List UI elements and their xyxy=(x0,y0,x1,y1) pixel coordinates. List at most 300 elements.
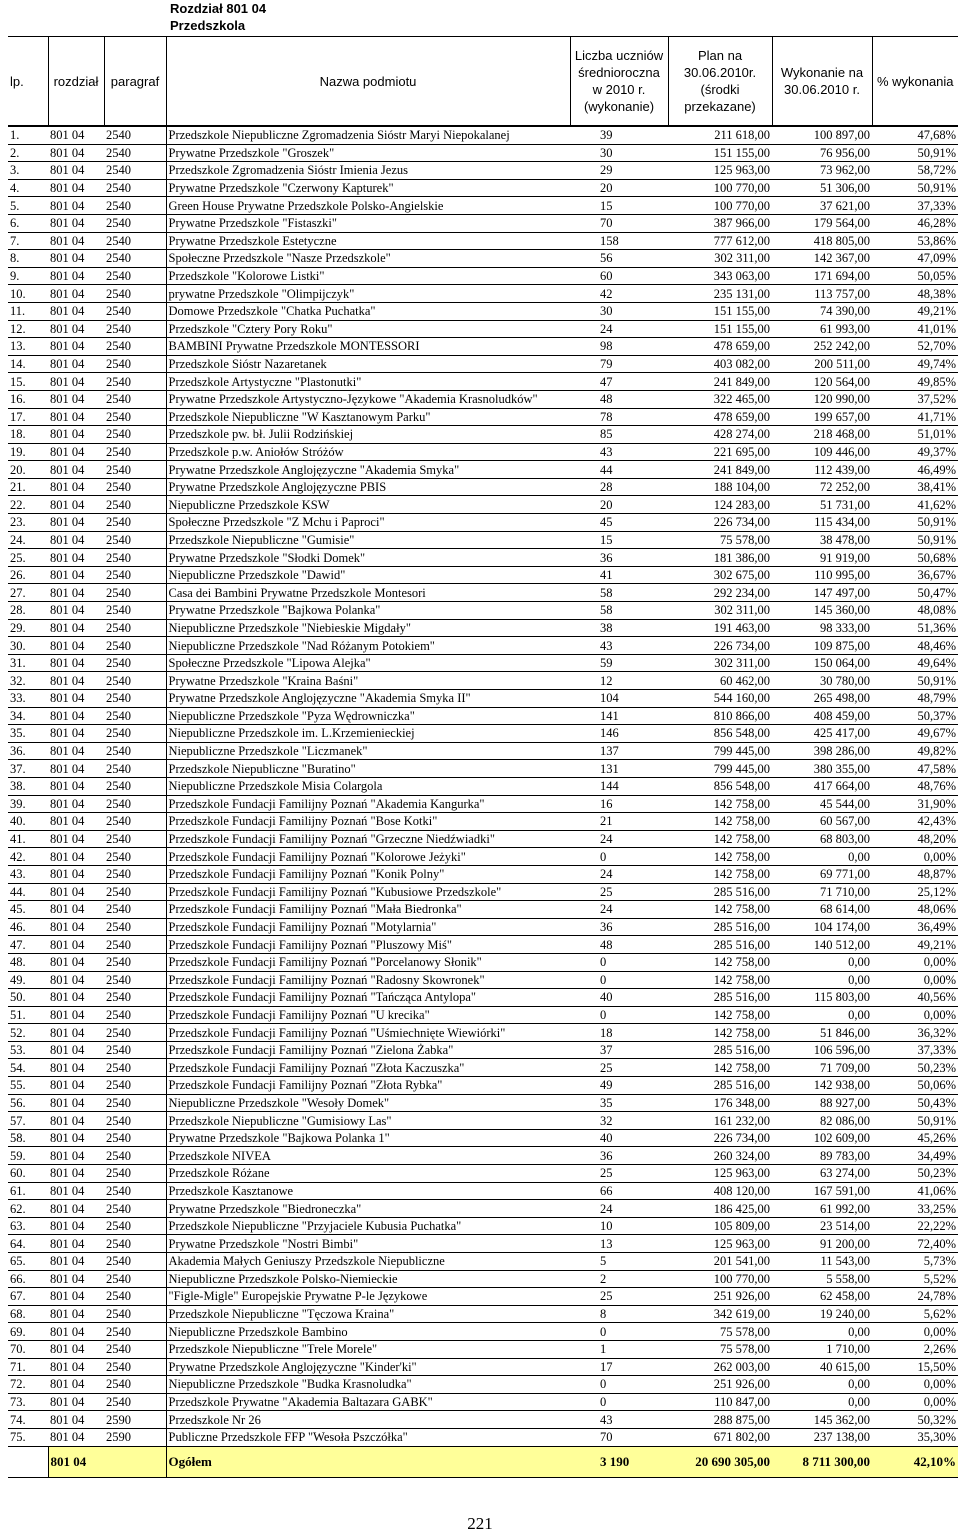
cell-procent: 50,68% xyxy=(872,549,958,567)
cell-nazwa: Przedszkole NIVEA xyxy=(166,1147,570,1165)
cell-procent: 41,06% xyxy=(872,1182,958,1200)
cell-paragraf: 2540 xyxy=(104,566,166,584)
cell-nazwa: Przedszkole Fundacji Familijny Poznań "U krecika" xyxy=(166,1006,570,1024)
cell-procent: 36,49% xyxy=(872,918,958,936)
cell-lp: 73. xyxy=(8,1393,48,1411)
cell-rozdzial: 801 04 xyxy=(48,1270,104,1288)
section-heading-title: Przedszkola xyxy=(170,18,246,33)
table-row xyxy=(8,1376,958,1394)
cell-liczba: 39 xyxy=(570,126,668,144)
table-row xyxy=(8,162,958,180)
cell-paragraf: 2540 xyxy=(104,1006,166,1024)
cell-rozdzial: 801 04 xyxy=(48,1253,104,1271)
cell-liczba: 47 xyxy=(570,373,668,391)
cell-liczba: 32 xyxy=(570,1112,668,1130)
cell-paragraf: 2540 xyxy=(104,302,166,320)
cell-liczba: 0 xyxy=(570,1393,668,1411)
table-row xyxy=(8,496,958,514)
cell-nazwa: Przedszkole Fundacji Familijny Poznań "Uśmiechnięte Wiewiórki" xyxy=(166,1024,570,1042)
cell-rozdzial: 801 04 xyxy=(48,1217,104,1235)
cell-plan: 241 849,00 xyxy=(668,461,772,479)
cell-wykonanie: 115 434,00 xyxy=(772,514,872,532)
cell-lp: 48. xyxy=(8,953,48,971)
cell-liczba: 25 xyxy=(570,1288,668,1306)
cell-procent: 50,91% xyxy=(872,144,958,162)
cell-plan: 105 809,00 xyxy=(668,1217,772,1235)
cell-lp: 3. xyxy=(8,162,48,180)
cell-wykonanie: 106 596,00 xyxy=(772,1041,872,1059)
cell-procent: 48,08% xyxy=(872,602,958,620)
cell-procent: 41,01% xyxy=(872,320,958,338)
cell-procent: 48,79% xyxy=(872,690,958,708)
cell-procent: 50,47% xyxy=(872,584,958,602)
table-row xyxy=(8,602,958,620)
cell-plan: 288 875,00 xyxy=(668,1411,772,1429)
cell-liczba: 24 xyxy=(570,320,668,338)
cell-lp: 54. xyxy=(8,1059,48,1077)
cell-rozdzial: 801 04 xyxy=(48,1094,104,1112)
cell-plan: 100 770,00 xyxy=(668,179,772,197)
cell-lp: 49. xyxy=(8,971,48,989)
cell-nazwa: Przedszkole Sióstr Nazaretanek xyxy=(166,355,570,373)
cell-nazwa: Przedszkole Niepubliczne "Buratino" xyxy=(166,760,570,778)
cell-liczba: 24 xyxy=(570,830,668,848)
cell-plan: 100 770,00 xyxy=(668,1270,772,1288)
cell-liczba: 44 xyxy=(570,461,668,479)
cell-liczba: 66 xyxy=(570,1182,668,1200)
table-row xyxy=(8,777,958,795)
cell-wykonanie: 252 242,00 xyxy=(772,338,872,356)
cell-nazwa: Niepubliczne Przedszkole "Nad Różanym Potokiem" xyxy=(166,637,570,655)
cell-rozdzial: 801 04 xyxy=(48,373,104,391)
cell-wykonanie: 140 512,00 xyxy=(772,936,872,954)
cell-rozdzial: 801 04 xyxy=(48,1147,104,1165)
cell-wykonanie: 51 731,00 xyxy=(772,496,872,514)
cell-lp: 47. xyxy=(8,936,48,954)
cell-rozdzial: 801 04 xyxy=(48,1024,104,1042)
cell-paragraf: 2540 xyxy=(104,1217,166,1235)
cell-nazwa: "Figle-Migle" Europejskie Prywatne P-le Językowe xyxy=(166,1288,570,1306)
cell-paragraf: 2540 xyxy=(104,690,166,708)
cell-plan: 110 847,00 xyxy=(668,1393,772,1411)
cell-lp: 60. xyxy=(8,1165,48,1183)
cell-wykonanie: 88 927,00 xyxy=(772,1094,872,1112)
cell-rozdzial: 801 04 xyxy=(48,461,104,479)
cell-nazwa: Niepubliczne Przedszkole im. L.Krzemienieckiej xyxy=(166,725,570,743)
cell-procent: 50,37% xyxy=(872,707,958,725)
cell-paragraf: 2540 xyxy=(104,654,166,672)
cell-lp: 2. xyxy=(8,144,48,162)
cell-paragraf: 2540 xyxy=(104,1376,166,1394)
table-row xyxy=(8,865,958,883)
cell-lp: 43. xyxy=(8,865,48,883)
table-row xyxy=(8,514,958,532)
cell-procent: 50,06% xyxy=(872,1077,958,1095)
page-number: 221 xyxy=(467,1514,493,1533)
cell-lp: 37. xyxy=(8,760,48,778)
col-header-paragraf: paragraf xyxy=(104,37,166,127)
cell-paragraf: 2540 xyxy=(104,1358,166,1376)
cell-wykonanie: 38 478,00 xyxy=(772,531,872,549)
cell-rozdzial: 801 04 xyxy=(48,197,104,215)
cell-paragraf: 2540 xyxy=(104,602,166,620)
table-row xyxy=(8,1077,958,1095)
cell-plan: 260 324,00 xyxy=(668,1147,772,1165)
cell-rozdzial: 801 04 xyxy=(48,531,104,549)
cell-plan: 251 926,00 xyxy=(668,1376,772,1394)
cell-lp: 46. xyxy=(8,918,48,936)
cell-liczba: 144 xyxy=(570,777,668,795)
cell-lp: 50. xyxy=(8,989,48,1007)
cell-nazwa: Niepubliczne Przedszkole Bambino xyxy=(166,1323,570,1341)
cell-wykonanie: 142 367,00 xyxy=(772,250,872,268)
cell-procent: 5,73% xyxy=(872,1253,958,1271)
total-row xyxy=(8,1446,958,1477)
cell-rozdzial: 801 04 xyxy=(48,1235,104,1253)
cell-nazwa: Przedszkole p.w. Aniołów Stróżów xyxy=(166,443,570,461)
cell-plan: 125 963,00 xyxy=(668,1165,772,1183)
table-row xyxy=(8,232,958,250)
cell-wykonanie: 0,00 xyxy=(772,953,872,971)
cell-procent: 50,91% xyxy=(872,514,958,532)
cell-paragraf: 2540 xyxy=(104,1305,166,1323)
cell-plan: 408 120,00 xyxy=(668,1182,772,1200)
cell-plan: 142 758,00 xyxy=(668,953,772,971)
cell-wykonanie: 408 459,00 xyxy=(772,707,872,725)
cell-lp: 42. xyxy=(8,848,48,866)
table-row xyxy=(8,742,958,760)
cell-plan: 60 462,00 xyxy=(668,672,772,690)
cell-procent: 36,32% xyxy=(872,1024,958,1042)
cell-wykonanie: 120 990,00 xyxy=(772,390,872,408)
cell-liczba: 137 xyxy=(570,742,668,760)
cell-plan: 285 516,00 xyxy=(668,918,772,936)
cell-wykonanie: 63 274,00 xyxy=(772,1165,872,1183)
cell-liczba: 78 xyxy=(570,408,668,426)
cell-wykonanie: 218 468,00 xyxy=(772,426,872,444)
cell-nazwa: Prywatne Przedszkole "Groszek" xyxy=(166,144,570,162)
total-plan: 20 690 305,00 xyxy=(668,1446,772,1477)
cell-plan: 342 619,00 xyxy=(668,1305,772,1323)
cell-liczba: 20 xyxy=(570,496,668,514)
cell-rozdzial: 801 04 xyxy=(48,1305,104,1323)
cell-wykonanie: 11 543,00 xyxy=(772,1253,872,1271)
cell-paragraf: 2590 xyxy=(104,1428,166,1446)
cell-lp: 41. xyxy=(8,830,48,848)
table-row xyxy=(8,302,958,320)
cell-nazwa: Przedszkole Fundacji Familijny Poznań "Mała Biedronka" xyxy=(166,901,570,919)
table-row xyxy=(8,1428,958,1446)
table-row xyxy=(8,1217,958,1235)
cell-wykonanie: 145 360,00 xyxy=(772,602,872,620)
cell-lp: 36. xyxy=(8,742,48,760)
cell-rozdzial: 801 04 xyxy=(48,1340,104,1358)
table-row xyxy=(8,1129,958,1147)
cell-nazwa: Prywatne Przedszkole "Fistaszki" xyxy=(166,214,570,232)
cell-rozdzial: 801 04 xyxy=(48,338,104,356)
cell-procent: 49,64% xyxy=(872,654,958,672)
table-row xyxy=(8,338,958,356)
cell-procent: 50,32% xyxy=(872,1411,958,1429)
cell-wykonanie: 147 497,00 xyxy=(772,584,872,602)
cell-wykonanie: 68 803,00 xyxy=(772,830,872,848)
cell-procent: 41,62% xyxy=(872,496,958,514)
table-row xyxy=(8,250,958,268)
cell-nazwa: Prywatne Przedszkole Artystyczno-Językowe "Akademia Krasnoludków" xyxy=(166,390,570,408)
cell-rozdzial: 801 04 xyxy=(48,566,104,584)
cell-rozdzial: 801 04 xyxy=(48,1077,104,1095)
cell-liczba: 70 xyxy=(570,1428,668,1446)
total-liczba: 3 190 xyxy=(570,1446,668,1477)
cell-paragraf: 2540 xyxy=(104,408,166,426)
cell-paragraf: 2540 xyxy=(104,267,166,285)
cell-nazwa: Prywatne Przedszkole Estetyczne xyxy=(166,232,570,250)
cell-plan: 125 963,00 xyxy=(668,1235,772,1253)
cell-liczba: 10 xyxy=(570,1217,668,1235)
cell-rozdzial: 801 04 xyxy=(48,742,104,760)
cell-plan: 151 155,00 xyxy=(668,320,772,338)
cell-rozdzial: 801 04 xyxy=(48,408,104,426)
cell-wykonanie: 425 417,00 xyxy=(772,725,872,743)
cell-lp: 40. xyxy=(8,813,48,831)
cell-procent: 46,49% xyxy=(872,461,958,479)
cell-lp: 74. xyxy=(8,1411,48,1429)
cell-liczba: 79 xyxy=(570,355,668,373)
col-header-liczba: Liczba uczniów średnioroczna w 2010 r. (wykonanie) xyxy=(570,37,668,127)
cell-liczba: 158 xyxy=(570,232,668,250)
cell-liczba: 24 xyxy=(570,901,668,919)
cell-wykonanie: 112 439,00 xyxy=(772,461,872,479)
table-row xyxy=(8,584,958,602)
cell-liczba: 45 xyxy=(570,514,668,532)
cell-lp: 67. xyxy=(8,1288,48,1306)
cell-wykonanie: 91 200,00 xyxy=(772,1235,872,1253)
cell-plan: 142 758,00 xyxy=(668,795,772,813)
col-header-plan: Plan na 30.06.2010r. (środki przekazane) xyxy=(668,37,772,127)
cell-liczba: 24 xyxy=(570,865,668,883)
cell-procent: 2,26% xyxy=(872,1340,958,1358)
cell-procent: 42,43% xyxy=(872,813,958,831)
cell-paragraf: 2540 xyxy=(104,619,166,637)
cell-paragraf: 2540 xyxy=(104,214,166,232)
cell-liczba: 20 xyxy=(570,179,668,197)
table-row xyxy=(8,848,958,866)
cell-liczba: 0 xyxy=(570,1006,668,1024)
cell-nazwa: Prywatne Przedszkole "Bajkowa Polanka" xyxy=(166,602,570,620)
cell-lp: 24. xyxy=(8,531,48,549)
cell-procent: 0,00% xyxy=(872,1323,958,1341)
cell-lp: 6. xyxy=(8,214,48,232)
cell-lp: 55. xyxy=(8,1077,48,1095)
cell-rozdzial: 801 04 xyxy=(48,918,104,936)
cell-paragraf: 2540 xyxy=(104,179,166,197)
cell-paragraf: 2540 xyxy=(104,1288,166,1306)
cell-liczba: 0 xyxy=(570,953,668,971)
cell-procent: 46,28% xyxy=(872,214,958,232)
cell-wykonanie: 417 664,00 xyxy=(772,777,872,795)
cell-procent: 48,46% xyxy=(872,637,958,655)
cell-plan: 285 516,00 xyxy=(668,1041,772,1059)
table-row xyxy=(8,672,958,690)
cell-liczba: 17 xyxy=(570,1358,668,1376)
cell-nazwa: Przedszkole Fundacji Familijny Poznań "Kubusiowe Przedszkole" xyxy=(166,883,570,901)
table-row xyxy=(8,690,958,708)
table-header-row xyxy=(8,37,958,127)
cell-paragraf: 2540 xyxy=(104,672,166,690)
cell-nazwa: Przedszkole Niepubliczne "Gumisie" xyxy=(166,531,570,549)
cell-procent: 50,43% xyxy=(872,1094,958,1112)
cell-lp: 31. xyxy=(8,654,48,672)
cell-nazwa: Przedszkole Artystyczne "Plastonutki" xyxy=(166,373,570,391)
table-row xyxy=(8,390,958,408)
cell-plan: 302 311,00 xyxy=(668,250,772,268)
col-header-wykonanie: Wykonanie na 30.06.2010 r. xyxy=(772,37,872,127)
cell-rozdzial: 801 04 xyxy=(48,777,104,795)
cell-wykonanie: 61 993,00 xyxy=(772,320,872,338)
cell-nazwa: Przedszkole Fundacji Familijny Poznań "Złota Kaczuszka" xyxy=(166,1059,570,1077)
cell-plan: 285 516,00 xyxy=(668,883,772,901)
cell-paragraf: 2540 xyxy=(104,865,166,883)
cell-wykonanie: 73 962,00 xyxy=(772,162,872,180)
cell-rozdzial: 801 04 xyxy=(48,390,104,408)
cell-liczba: 42 xyxy=(570,285,668,303)
cell-rozdzial: 801 04 xyxy=(48,478,104,496)
cell-wykonanie: 61 992,00 xyxy=(772,1200,872,1218)
cell-procent: 5,52% xyxy=(872,1270,958,1288)
cell-procent: 72,40% xyxy=(872,1235,958,1253)
cell-wykonanie: 5 558,00 xyxy=(772,1270,872,1288)
cell-rozdzial: 801 04 xyxy=(48,320,104,338)
cell-liczba: 15 xyxy=(570,531,668,549)
cell-wykonanie: 68 614,00 xyxy=(772,901,872,919)
cell-rozdzial: 801 04 xyxy=(48,285,104,303)
cell-lp: 28. xyxy=(8,602,48,620)
cell-wykonanie: 0,00 xyxy=(772,1393,872,1411)
cell-lp: 61. xyxy=(8,1182,48,1200)
cell-nazwa: Niepubliczne Przedszkole "Pyza Wędrowniczka" xyxy=(166,707,570,725)
table-row xyxy=(8,549,958,567)
cell-plan: 142 758,00 xyxy=(668,848,772,866)
cell-plan: 142 758,00 xyxy=(668,971,772,989)
cell-rozdzial: 801 04 xyxy=(48,1182,104,1200)
cell-wykonanie: 45 544,00 xyxy=(772,795,872,813)
cell-wykonanie: 102 609,00 xyxy=(772,1129,872,1147)
cell-wykonanie: 150 064,00 xyxy=(772,654,872,672)
cell-procent: 49,37% xyxy=(872,443,958,461)
cell-liczba: 36 xyxy=(570,549,668,567)
table-row xyxy=(8,1112,958,1130)
cell-plan: 241 849,00 xyxy=(668,373,772,391)
cell-lp: 72. xyxy=(8,1376,48,1394)
cell-rozdzial: 801 04 xyxy=(48,971,104,989)
cell-procent: 49,67% xyxy=(872,725,958,743)
cell-plan: 142 758,00 xyxy=(668,830,772,848)
cell-procent: 51,01% xyxy=(872,426,958,444)
cell-wykonanie: 142 938,00 xyxy=(772,1077,872,1095)
cell-lp: 69. xyxy=(8,1323,48,1341)
table-row xyxy=(8,1235,958,1253)
table-row xyxy=(8,707,958,725)
cell-procent: 48,87% xyxy=(872,865,958,883)
cell-liczba: 70 xyxy=(570,214,668,232)
cell-wykonanie: 110 995,00 xyxy=(772,566,872,584)
table-row xyxy=(8,1305,958,1323)
cell-lp: 19. xyxy=(8,443,48,461)
cell-rozdzial: 801 04 xyxy=(48,1129,104,1147)
cell-nazwa: Green House Prywatne Przedszkole Polsko-Angielskie xyxy=(166,197,570,215)
cell-paragraf: 2540 xyxy=(104,496,166,514)
cell-rozdzial: 801 04 xyxy=(48,267,104,285)
cell-plan: 671 802,00 xyxy=(668,1428,772,1446)
cell-nazwa: Przedszkole Fundacji Familijny Poznań "Konik Polny" xyxy=(166,865,570,883)
cell-paragraf: 2540 xyxy=(104,936,166,954)
cell-rozdzial: 801 04 xyxy=(48,179,104,197)
cell-paragraf: 2540 xyxy=(104,1112,166,1130)
cell-wykonanie: 0,00 xyxy=(772,848,872,866)
cell-procent: 50,23% xyxy=(872,1165,958,1183)
cell-plan: 544 160,00 xyxy=(668,690,772,708)
cell-lp: 65. xyxy=(8,1253,48,1271)
cell-liczba: 25 xyxy=(570,883,668,901)
cell-paragraf: 2540 xyxy=(104,813,166,831)
cell-liczba: 43 xyxy=(570,637,668,655)
cell-paragraf: 2540 xyxy=(104,725,166,743)
cell-nazwa: Przedszkole Niepubliczne Zgromadzenia Sióstr Maryi Niepokalanej xyxy=(166,126,570,144)
cell-rozdzial: 801 04 xyxy=(48,250,104,268)
cell-rozdzial: 801 04 xyxy=(48,1165,104,1183)
col-header-procent: % wykonania xyxy=(872,37,958,127)
total-label: Ogółem xyxy=(166,1446,570,1477)
table-row xyxy=(8,426,958,444)
cell-rozdzial: 801 04 xyxy=(48,496,104,514)
cell-nazwa: BAMBINI Prywatne Przedszkole MONTESSORI xyxy=(166,338,570,356)
cell-wykonanie: 72 252,00 xyxy=(772,478,872,496)
cell-paragraf: 2540 xyxy=(104,338,166,356)
cell-wykonanie: 98 333,00 xyxy=(772,619,872,637)
total-paragraf xyxy=(104,1446,166,1477)
cell-lp: 63. xyxy=(8,1217,48,1235)
cell-liczba: 48 xyxy=(570,936,668,954)
cell-procent: 48,20% xyxy=(872,830,958,848)
cell-nazwa: Przedszkole Fundacji Familijny Poznań "Tańcząca Antylopa" xyxy=(166,989,570,1007)
table-row xyxy=(8,408,958,426)
cell-liczba: 49 xyxy=(570,1077,668,1095)
cell-rozdzial: 801 04 xyxy=(48,848,104,866)
cell-procent: 34,49% xyxy=(872,1147,958,1165)
table-row xyxy=(8,144,958,162)
cell-procent: 50,05% xyxy=(872,267,958,285)
cell-plan: 226 734,00 xyxy=(668,1129,772,1147)
cell-plan: 226 734,00 xyxy=(668,637,772,655)
cell-liczba: 59 xyxy=(570,654,668,672)
col-header-lp: lp. xyxy=(8,37,48,127)
cell-plan: 201 541,00 xyxy=(668,1253,772,1271)
cell-paragraf: 2540 xyxy=(104,637,166,655)
cell-liczba: 36 xyxy=(570,918,668,936)
cell-lp: 38. xyxy=(8,777,48,795)
cell-paragraf: 2540 xyxy=(104,144,166,162)
cell-nazwa: Przedszkole Kasztanowe xyxy=(166,1182,570,1200)
cell-wykonanie: 115 803,00 xyxy=(772,989,872,1007)
cell-plan: 151 155,00 xyxy=(668,302,772,320)
cell-plan: 125 963,00 xyxy=(668,162,772,180)
cell-nazwa: Społeczne Przedszkole "Nasze Przedszkole" xyxy=(166,250,570,268)
cell-plan: 292 234,00 xyxy=(668,584,772,602)
table-row xyxy=(8,1358,958,1376)
cell-plan: 142 758,00 xyxy=(668,813,772,831)
cell-procent: 47,09% xyxy=(872,250,958,268)
cell-paragraf: 2540 xyxy=(104,1059,166,1077)
